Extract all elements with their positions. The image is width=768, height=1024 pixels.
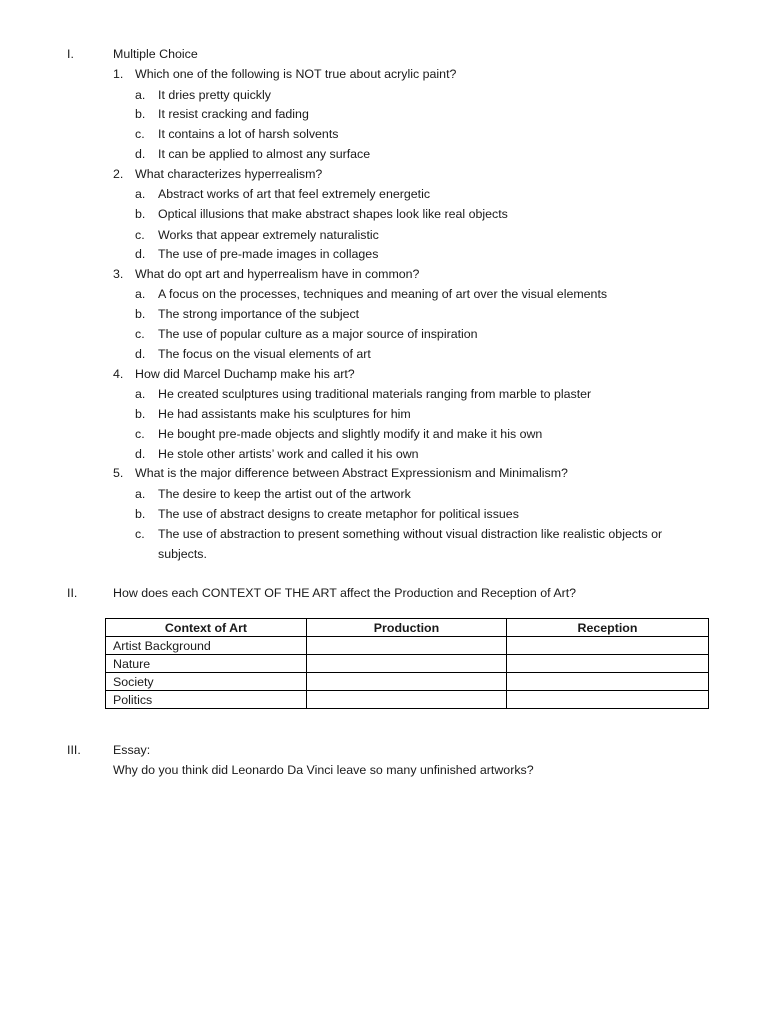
option-text: Works that appear extremely naturalistic (158, 228, 379, 242)
option-letter: a. (135, 487, 146, 501)
essay-prompt: Why do you think did Leonardo Da Vinci leave so many unfinished artworks? (113, 763, 534, 777)
option-letter: a. (135, 88, 146, 102)
option-text: He bought pre-made objects and slightly modify it and make it his own (158, 427, 543, 441)
table-row (106, 673, 709, 691)
section-numeral: II. (67, 586, 78, 600)
table-row (106, 691, 709, 709)
context-table (105, 618, 709, 709)
section-title: How does each CONTEXT OF THE ART affect the Production and Reception of Art? (113, 586, 577, 600)
option-letter: d. (135, 447, 146, 461)
question-text: Which one of the following is NOT true about acrylic paint? (135, 67, 457, 81)
option-text: He had assistants make his sculptures for him (158, 407, 411, 421)
table-header-row (106, 619, 709, 637)
option-text: The focus on the visual elements of art (158, 347, 371, 361)
option-text: A focus on the processes, techniques and meaning of art over the visual elements (158, 287, 608, 301)
option-text: Abstract works of art that feel extremely energetic (158, 187, 431, 201)
table-row (106, 655, 709, 673)
option-text: It can be applied to almost any surface (158, 147, 371, 161)
table-header: Production (307, 619, 507, 637)
question-number: 4. (113, 367, 124, 381)
option-text: The strong importance of the subject (158, 307, 360, 321)
option-letter: d. (135, 147, 146, 161)
table-cell[interactable] (307, 673, 507, 691)
option-letter: c. (135, 228, 145, 242)
question-text: What is the major difference between Abstract Expressionism and Minimalism? (135, 466, 568, 480)
option-letter: b. (135, 507, 146, 521)
option-letter: a. (135, 187, 146, 201)
table-cell[interactable] (307, 691, 507, 709)
option-text: The use of pre-made images in collages (158, 247, 379, 261)
option-letter: b. (135, 307, 146, 321)
option-letter: d. (135, 347, 146, 361)
option-text: The use of abstract designs to create metaphor for political issues (158, 507, 519, 521)
section-numeral: I. (67, 47, 74, 61)
table-cell: Politics (106, 691, 307, 709)
option-text: It contains a lot of harsh solvents (158, 127, 339, 141)
table-cell[interactable] (507, 637, 709, 655)
option-letter: c. (135, 127, 145, 141)
option-text: Optical illusions that make abstract shapes look like real objects (158, 207, 508, 221)
question-number: 3. (113, 267, 124, 281)
option-text: The use of popular culture as a major source of inspiration (158, 327, 478, 341)
table-cell: Society (106, 673, 307, 691)
question-number: 2. (113, 167, 124, 181)
table-header: Context of Art (106, 619, 307, 637)
option-text-continuation: subjects. (158, 547, 207, 561)
option-letter: b. (135, 207, 146, 221)
option-letter: c. (135, 527, 145, 541)
table-cell: Artist Background (106, 637, 307, 655)
table-header: Reception (507, 619, 709, 637)
option-letter: b. (135, 407, 146, 421)
table-row (106, 637, 709, 655)
option-text: It resist cracking and fading (158, 107, 309, 121)
table-cell: Nature (106, 655, 307, 673)
question-number: 5. (113, 466, 124, 480)
option-letter: c. (135, 327, 145, 341)
option-letter: a. (135, 387, 146, 401)
option-letter: c. (135, 427, 145, 441)
table-cell[interactable] (307, 637, 507, 655)
question-text: What do opt art and hyperrealism have in common? (135, 267, 420, 281)
table-cell[interactable] (307, 655, 507, 673)
option-letter: d. (135, 247, 146, 261)
option-text: He stole other artists’ work and called it his own (158, 447, 419, 461)
question-text: What characterizes hyperrealism? (135, 167, 323, 181)
section-title: Essay: (113, 743, 151, 757)
table-cell[interactable] (507, 673, 709, 691)
section-numeral: III. (67, 743, 81, 757)
option-letter: a. (135, 287, 146, 301)
option-text: The desire to keep the artist out of the artwork (158, 487, 411, 501)
question-number: 1. (113, 67, 124, 81)
question-text: How did Marcel Duchamp make his art? (135, 367, 355, 381)
option-text: It dries pretty quickly (158, 88, 271, 102)
table-cell[interactable] (507, 691, 709, 709)
table-cell[interactable] (507, 655, 709, 673)
section-title: Multiple Choice (113, 47, 198, 61)
option-text: He created sculptures using traditional materials ranging from marble to plaster (158, 387, 592, 401)
option-letter: b. (135, 107, 146, 121)
option-text: The use of abstraction to present something without visual distraction like realistic objects or (158, 527, 663, 541)
